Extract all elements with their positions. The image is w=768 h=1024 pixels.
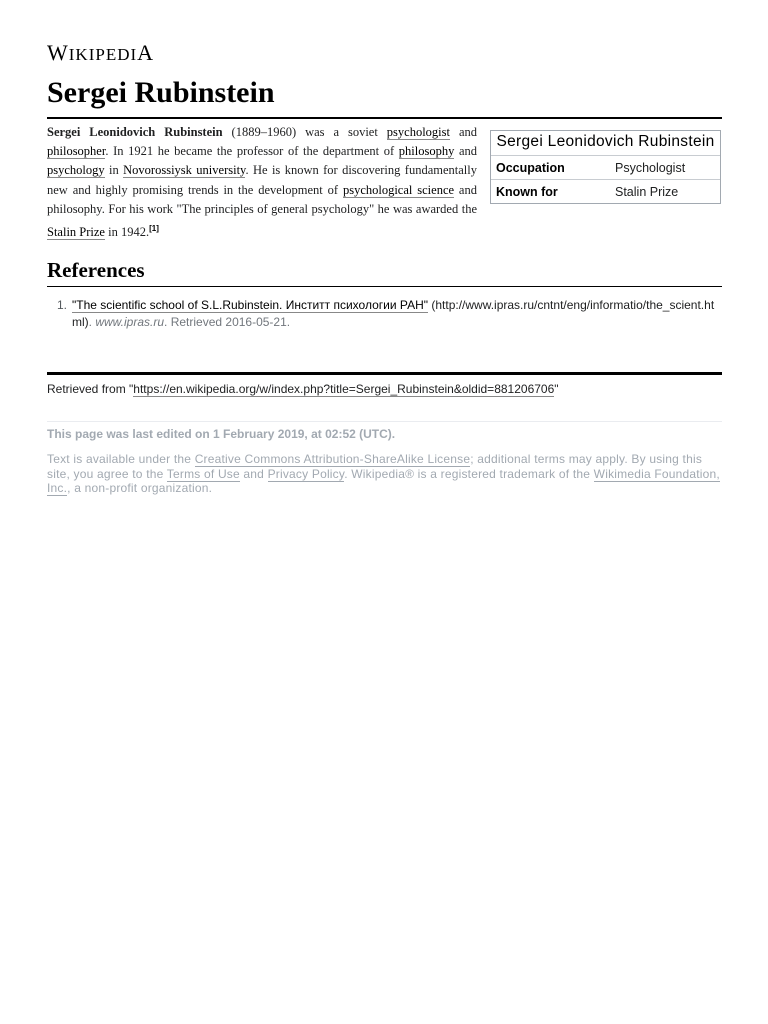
citation-link[interactable]: [1] bbox=[149, 224, 159, 234]
reference-title-link[interactable]: "The scientific school of S.L.Rubinstein. Инститт психологии РАН" bbox=[72, 298, 429, 312]
link-philosophy[interactable]: philosophy bbox=[398, 144, 455, 159]
reference-item: 1. "The scientific school of S.L.Rubinstein. Инститт психологии РАН" (http://www.ipras.ru/cntnt/eng/informatio/the_scient.html). www.ipras.ru. Retrieved 2016-05-21. bbox=[57, 298, 715, 329]
last-edited-notice: This page was last edited on 1 February 2019, at 02:52 (UTC). bbox=[47, 427, 396, 441]
link-stalin-prize[interactable]: Stalin Prize bbox=[47, 225, 105, 240]
license-notice: Text is available under the Creative Commons Attribution-ShareAlike License; additional terms may apply. By using this site, you agree to the Terms of Use and Privacy Policy. Wikipedia® is a registered trademark of the Wikimedia Foundation, Inc., a non-profit organization. bbox=[47, 452, 720, 495]
page-title: Sergei Rubinstein bbox=[47, 76, 275, 109]
infobox-value: Psychologist bbox=[615, 160, 686, 175]
infobox-row-known-for bbox=[491, 179, 720, 203]
infobox-row-occupation bbox=[491, 155, 720, 179]
reference-number: 1. bbox=[57, 298, 68, 312]
link-novorossiysk-university[interactable]: Novorossiysk university bbox=[123, 163, 246, 178]
infobox-label: Occupation bbox=[496, 160, 565, 175]
infobox-value: Stalin Prize bbox=[615, 184, 679, 199]
retrieved-url-link[interactable]: https://en.wikipedia.org/w/index.php?title=Sergei_Rubinstein&oldid=881206706 bbox=[133, 382, 555, 396]
link-philosopher[interactable]: philosopher bbox=[47, 144, 106, 159]
subject-name: Sergei Leonidovich Rubinstein bbox=[47, 125, 223, 139]
cc-license-link[interactable]: Creative Commons Attribution-ShareAlike License bbox=[194, 452, 471, 466]
footer-separator bbox=[47, 421, 722, 422]
terms-of-use-link[interactable]: Terms of Use bbox=[166, 466, 240, 481]
link-psychology[interactable]: psychology bbox=[47, 163, 105, 178]
reference-site: www.ipras.ru bbox=[95, 315, 165, 329]
link-psychologist[interactable]: psychologist bbox=[386, 125, 450, 139]
title-divider bbox=[47, 117, 722, 119]
privacy-policy-link[interactable]: Privacy Policy bbox=[267, 466, 345, 481]
references-divider bbox=[47, 286, 722, 287]
infobox-title: Sergei Leonidovich Rubinstein bbox=[496, 133, 715, 150]
footer-divider bbox=[47, 372, 722, 375]
wikipedia-wordmark[interactable]: WIKIPEDIA bbox=[47, 40, 155, 65]
references-heading: References bbox=[47, 258, 145, 282]
link-psychological-science[interactable]: psychological science bbox=[342, 182, 455, 197]
reference-url[interactable]: (http://www.ipras.ru/cntnt/eng/informatio/the_scient.html) bbox=[72, 298, 715, 329]
retrieved-from: Retrieved from "https://en.wikipedia.org/w/index.php?title=Sergei_Rubinstein&oldid=881206706" bbox=[47, 382, 559, 396]
reference-retrieved: . Retrieved 2016-05-21. bbox=[164, 315, 291, 329]
infobox-label: Known for bbox=[496, 184, 558, 199]
wikimedia-foundation-link[interactable]: Wikimedia Foundation, Inc. bbox=[47, 466, 720, 495]
intro-paragraph: Sergei Leonidovich Rubinstein (1889–1960) was a soviet psychologist and philosopher. In 1921 he became the professor of the department of philosophy and psychology in Novorossiysk university. He is known for discovering fundamentally new and highly promising trends in the development of psychological science and philosophy. For his work "The principles of general psychology" he was awarded the Stalin Prize in 1942.[1] bbox=[47, 125, 477, 240]
infobox bbox=[490, 130, 721, 204]
